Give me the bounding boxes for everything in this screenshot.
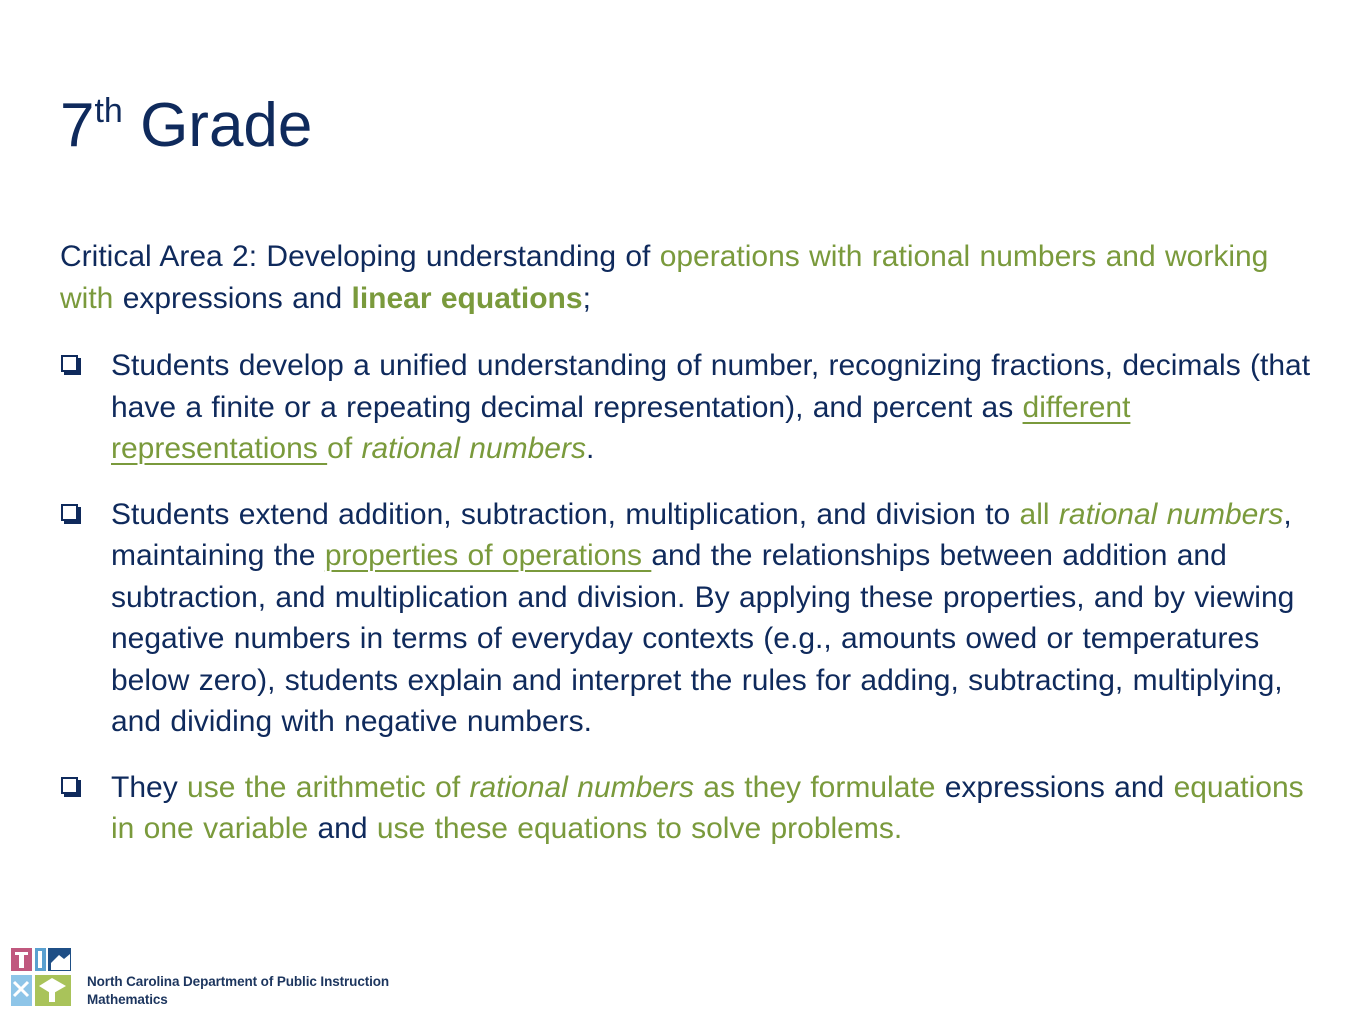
checkbox-bullet-icon bbox=[61, 777, 78, 794]
title-number: 7 bbox=[60, 91, 95, 160]
footer-organization bbox=[87, 973, 389, 1009]
bullet-segment: , maintaining the bbox=[111, 497, 1292, 572]
bullet-highlight: all bbox=[1019, 497, 1059, 531]
critical-text: expressions and bbox=[122, 281, 352, 315]
slide-title bbox=[60, 86, 312, 166]
bullet-segment: and the relationships between addition and subtraction, and multiplication and division. By applying these properties, and by viewing negative numbers in terms of everyday contexts (e.g., amounts owed or temperatures below zero), students explain and interpret the rules for adding, subtracting, multiplying, and dividing with negative numbers. bbox=[111, 539, 1295, 738]
bullet-segment: and bbox=[308, 812, 377, 845]
critical-highlight: operations with rational numbers and working with bbox=[60, 240, 1269, 315]
bullet-highlight: use the arithmetic of bbox=[187, 770, 470, 804]
slide-body bbox=[60, 236, 1320, 850]
critical-text: ; bbox=[582, 281, 591, 315]
title-text: Grade bbox=[122, 91, 313, 160]
checkbox-bullet-icon bbox=[61, 355, 78, 372]
bullet-text bbox=[111, 494, 1320, 743]
bullet-highlight: equations in one variable bbox=[111, 770, 1304, 845]
bullet-segment: Students develop a unified understanding of number, recognizing fractions, decimals (that have a finite or a repeating decimal representation), and percent as bbox=[111, 349, 1311, 424]
title-superscript: th bbox=[94, 92, 123, 130]
footer bbox=[8, 946, 408, 1010]
bullet-highlight: of bbox=[327, 432, 362, 465]
bullet-text bbox=[111, 345, 1320, 470]
bullet-item bbox=[60, 345, 1320, 470]
bullet-highlight: use these equations to solve problems. bbox=[376, 812, 903, 845]
bullet-item bbox=[60, 767, 1320, 850]
bullet-italic-highlight: rational numbers bbox=[469, 770, 694, 804]
bullet-underlined-highlight: different representations bbox=[111, 390, 1131, 465]
critical-text: Critical Area 2: Developing understanding of bbox=[60, 240, 660, 273]
ncdpi-logo-icon bbox=[8, 946, 74, 1010]
bullet-segment: Students extend addition, subtraction, multiplication, and division to bbox=[111, 497, 1020, 531]
critical-bold-highlight: linear equations bbox=[351, 281, 583, 315]
bullet-item bbox=[60, 494, 1320, 743]
bullet-segment: expressions and bbox=[944, 770, 1174, 804]
footer-org-name: North Carolina Department of Public Instruction bbox=[87, 974, 390, 989]
bullet-italic-highlight: rational numbers bbox=[361, 432, 586, 465]
checkbox-bullet-icon bbox=[61, 504, 78, 521]
bullet-segment: . bbox=[585, 432, 595, 465]
bullet-italic-highlight: rational numbers bbox=[1058, 497, 1284, 531]
critical-area-heading bbox=[60, 236, 1320, 319]
bullet-underlined-highlight: properties of operations bbox=[324, 539, 652, 572]
footer-department: Mathematics bbox=[87, 992, 168, 1007]
bullet-text bbox=[111, 767, 1320, 850]
bullet-highlight: as they formulate bbox=[693, 770, 945, 804]
bullet-segment: They bbox=[111, 770, 188, 804]
